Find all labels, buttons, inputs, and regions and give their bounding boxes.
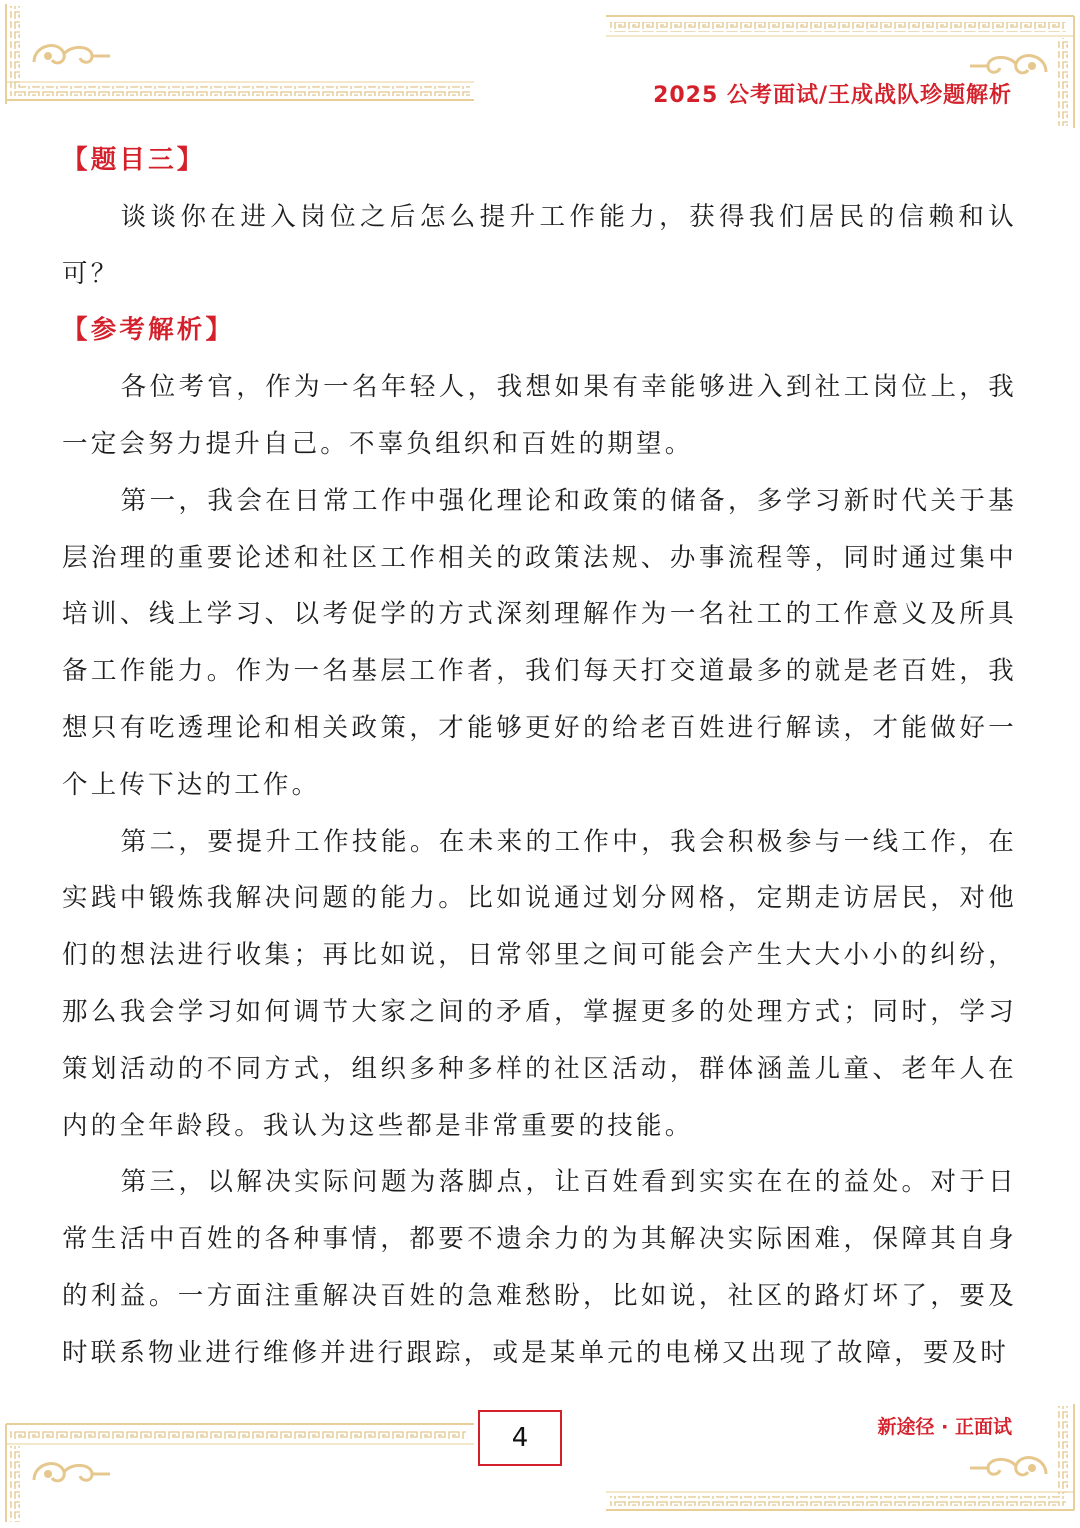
cloud-scroll-icon — [34, 46, 110, 63]
cloud-scroll-icon — [34, 1464, 110, 1481]
analysis-paragraph: 第二，要提升工作技能。在未来的工作中，我会积极参与一线工作，在实践中锻炼我解决问题的能力。比如说通过划分网格，定期走访居民，对他们的想法进行收集；再比如说，日常邻里之间可能会产生大大小小的纠纷，那么我会学习如何调节大家之间的矛盾，掌握更多的处理方式；同时，学习策划活动的不同方式，组织多种多样的社区活动，群体涵盖儿童、老年人在内的全年龄段。我认为这些都是非常重要的技能。 — [62, 826, 1017, 1141]
bottom-left-border-ornament — [0, 1410, 480, 1528]
top-left-border-ornament — [0, 0, 480, 112]
footer-brand: 新途径 · 正面试 — [877, 1416, 1012, 1438]
analysis-paragraph: 各位考官，作为一名年轻人，我想如果有幸能够进入到社工岗位上，我一定会努力提升自己。不辜负组织和百姓的期望。 — [62, 372, 1017, 459]
analysis-paragraph: 第三，以解决实际问题为落脚点，让百姓看到实实在在的益处。对于日常生活中百姓的各种事情，都要不遗余力的为其解决实际困难，保障其自身的利益。一方面注重解决百姓的急难愁盼，比如说，社区的路灯坏了，要及时联系物业进行维修并进行跟踪，或是某单元的电梯又出现了故障，要及时 — [62, 1167, 1017, 1368]
document-body — [62, 132, 1017, 1382]
question-text: 谈谈你在进入岗位之后怎么提升工作能力，获得我们居民的信赖和认可？ — [62, 201, 1017, 289]
top-right-border-ornament — [600, 0, 1080, 132]
cloud-scroll-icon — [970, 56, 1046, 73]
header-title: 2025 公考面试/王成战队珍题解析 — [653, 83, 1012, 108]
question-heading: 【题目三】 — [62, 145, 206, 175]
analysis-heading: 【参考解析】 — [62, 315, 235, 346]
cloud-scroll-icon — [970, 1458, 1046, 1475]
analysis-paragraph: 第一，我会在日常工作中强化理论和政策的储备，多学习新时代关于基层治理的重要论述和社区工作相关的政策法规、办事流程等，同时通过集中培训、线上学习、以考促学的方式深刻理解作为一名社工的工作意义及所具备工作能力。作为一名基层工作者，我们每天打交道最多的就是老百姓，我想只有吃透理论和相关政策，才能够更好的给老百姓进行解读，才能做好一个上传下达的工作。 — [62, 485, 1017, 800]
page-number: 4 — [478, 1410, 562, 1466]
